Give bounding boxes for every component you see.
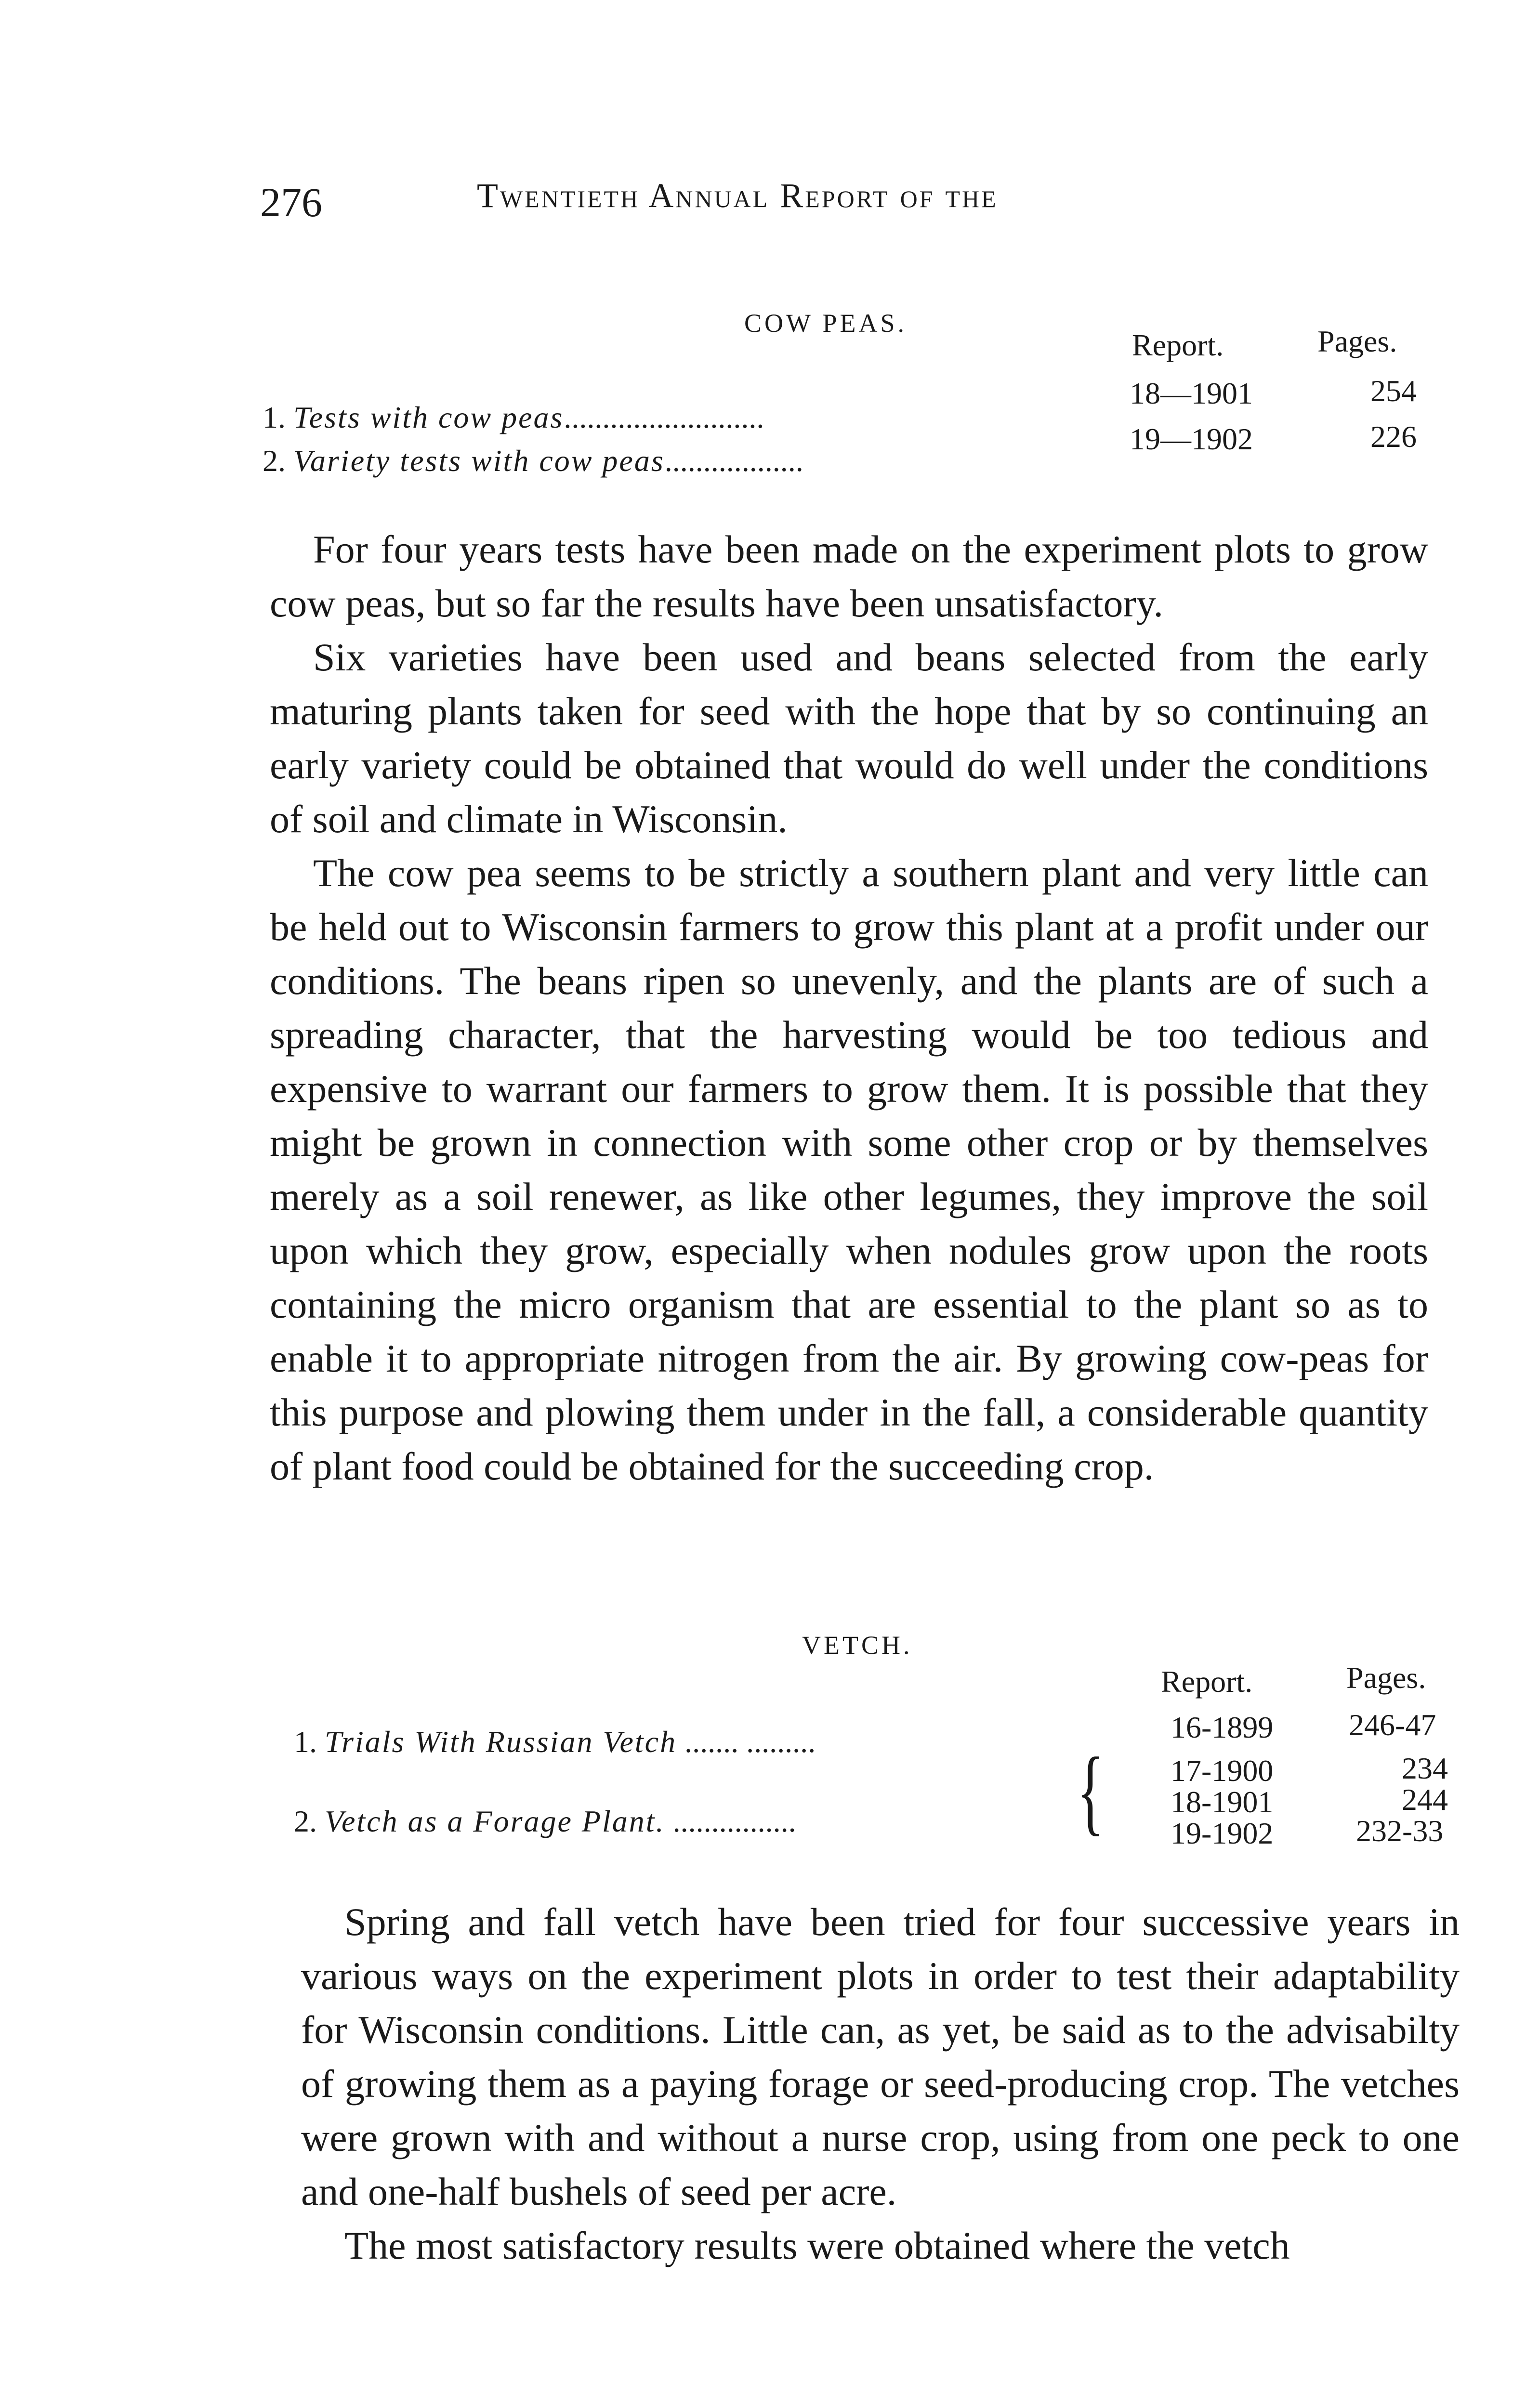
- ref-report: 19-1902: [1171, 1816, 1274, 1850]
- running-title: Twentieth Annual Report of the: [477, 176, 998, 215]
- section-heading-vetch: VETCH.: [802, 1631, 913, 1660]
- ref-number: 2.: [294, 1804, 317, 1838]
- ref-pages: 244: [1402, 1782, 1448, 1817]
- paragraph: The most satisfactory results were obtained where the vetch: [344, 2224, 1290, 2267]
- ref-report: 17-1900: [1171, 1754, 1274, 1788]
- ref-number: 1.: [263, 400, 286, 434]
- ref-pages: 226: [1370, 419, 1417, 454]
- ref-title: Trials With Russian Vetch: [325, 1725, 677, 1759]
- leader-dots: ....... .........: [684, 1725, 816, 1759]
- body-text-vetch: [301, 1895, 1460, 2273]
- col-head-report: Report.: [1132, 328, 1224, 362]
- paragraph: The cow pea seems to be strictly a southern plant and very little can be held out to Wisconsin farmers to grow this plant at a profit under our conditions. The beans ripen so unevenly, and the plants are of such a spreading character, that the harvesting would be too tedious and expensive to warrant our farmers to grow them. It is possible that they might be grown in connection with some other crop or by themselves merely as a soil renewer, as like other legumes, they improve the soil upon which they grow, especially when nodules grow upon the roots containing the micro organism that are essential to the plant so as to enable it to appropriate nitrogen from the air. By growing cow-peas for this purpose and plowing them under in the fall, a considerable quantity of plant food could be obtained for the succeeding crop.: [270, 851, 1428, 1488]
- ref-report: 18—1901: [1130, 376, 1253, 410]
- body-text-cow-peas: [270, 523, 1428, 1493]
- section-heading-cow-peas: COW PEAS.: [744, 309, 908, 338]
- reference-row: [294, 1724, 816, 1760]
- ref-title: Vetch as a Forage Plant.: [325, 1804, 665, 1838]
- reference-row: [263, 443, 803, 479]
- ref-title: Variety tests with cow peas: [293, 444, 665, 478]
- page-number: 276: [260, 179, 322, 225]
- ref-pages: 232-33: [1356, 1814, 1444, 1848]
- ref-pages: 246-47: [1349, 1708, 1436, 1742]
- leader-dots: ..........................: [564, 400, 764, 434]
- leader-dots: ..................: [664, 444, 803, 478]
- ref-title: Tests with cow peas: [293, 400, 564, 434]
- ref-report: 16-1899: [1171, 1710, 1274, 1744]
- paragraph: Spring and fall vetch have been tried for four successive years in various ways on the experiment plots in order to test their adaptability for Wisconsin conditions. Little can, as yet, be said as to the advisabilty of growing them as a paying forage or seed-producing crop. The vetches were grown with and without a nurse crop, using from one peck to one and one-half bushels of seed per acre.: [301, 1900, 1460, 2213]
- paragraph: For four years tests have been made on the experiment plots to grow cow peas, but so far the results have been unsatisfactory.: [270, 527, 1428, 625]
- col-head-report: Report.: [1161, 1664, 1253, 1699]
- leader-dots: ................: [672, 1804, 796, 1838]
- ref-pages: 254: [1370, 374, 1417, 408]
- ref-number: 2.: [263, 444, 286, 478]
- ref-report: 19—1902: [1130, 422, 1253, 456]
- ref-pages: 234: [1402, 1751, 1448, 1785]
- reference-row: [263, 400, 764, 435]
- reference-row: [294, 1804, 796, 1839]
- col-head-pages: Pages.: [1317, 324, 1397, 358]
- col-head-pages: Pages.: [1346, 1661, 1426, 1695]
- ref-number: 1.: [294, 1725, 317, 1759]
- paragraph: Six varieties have been used and beans selected from the early maturing plants taken for seed with the hope that by so continuing an early variety could be obtained that would do well under the conditions of soil and climate in Wisconsin.: [270, 635, 1428, 841]
- brace: {: [1077, 1738, 1105, 1845]
- ref-report: 18-1901: [1171, 1785, 1274, 1819]
